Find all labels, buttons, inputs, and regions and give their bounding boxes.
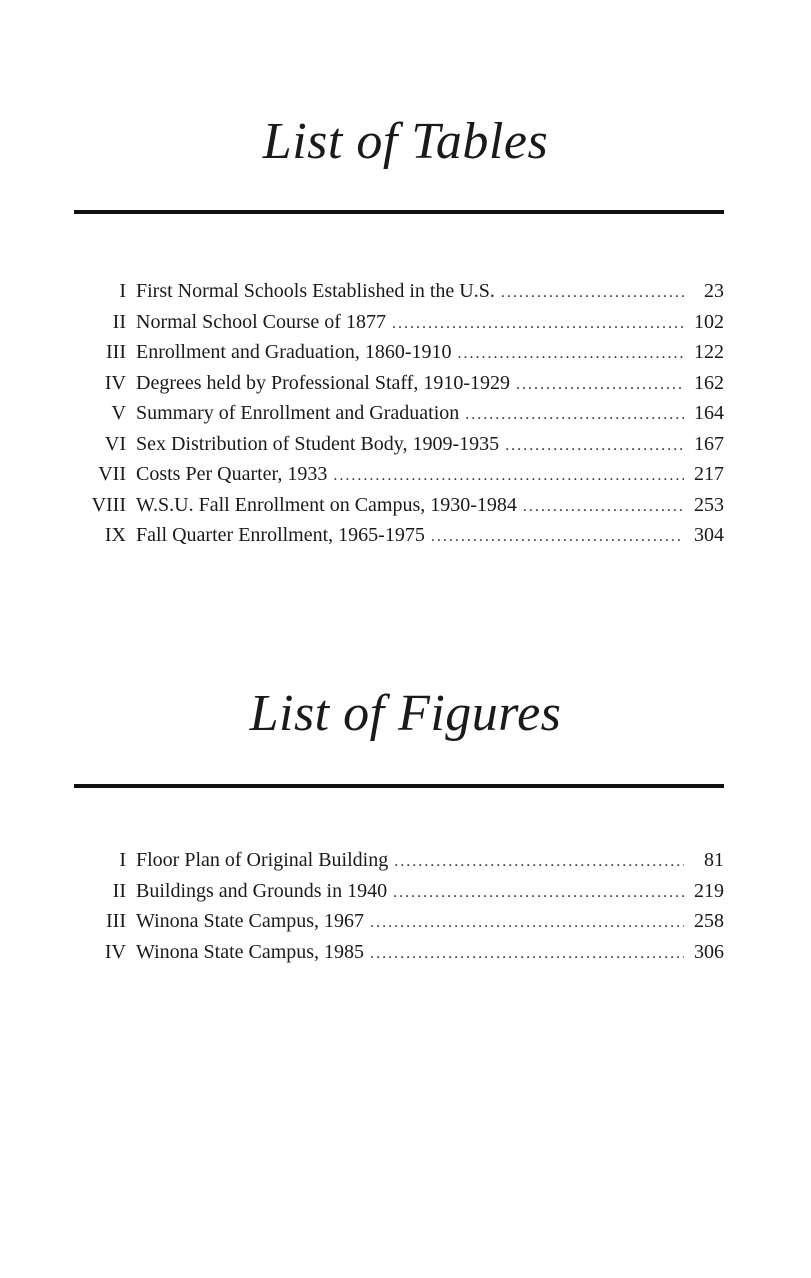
- figure-entry-title: Buildings and Grounds in 1940: [136, 879, 388, 902]
- table-entry-page: 217: [694, 463, 724, 485]
- table-entry-number: III: [106, 341, 126, 363]
- leader-dots: [394, 853, 684, 871]
- figure-entry-page: 306: [694, 940, 724, 963]
- figure-entry: [74, 941, 724, 972]
- figure-entry: [74, 910, 724, 941]
- figures-divider: [74, 784, 724, 788]
- table-entry-title: Enrollment and Graduation, 1860-1910: [136, 341, 452, 363]
- figure-entry: [74, 849, 724, 880]
- table-entry-number: VI: [104, 432, 126, 455]
- table-entry-number: IX: [104, 524, 126, 546]
- table-entry-title: W.S.U. Fall Enrollment on Campus, 1930-1984: [136, 493, 517, 516]
- figure-entry-number: IV: [104, 940, 126, 963]
- list-of-figures-title: List of Figures: [249, 685, 562, 742]
- tables-list: [74, 280, 724, 555]
- table-entry: [74, 524, 724, 555]
- table-entry-page: 304: [694, 524, 724, 546]
- table-entry-title: Costs Per Quarter, 1933: [136, 463, 328, 485]
- table-entry: [74, 341, 724, 372]
- table-entry: [74, 494, 724, 525]
- leader-dots: [393, 884, 684, 902]
- figure-entry-number: II: [112, 879, 126, 902]
- list-of-tables-title: List of Tables: [262, 113, 549, 170]
- leader-dots: [516, 376, 684, 394]
- figure-entry-title: Winona State Campus, 1967: [136, 910, 365, 932]
- figure-entry-page: 81: [704, 849, 724, 871]
- leader-dots: [465, 406, 684, 424]
- figure-entry-page: 219: [694, 879, 724, 902]
- table-entry: [74, 372, 724, 403]
- table-entry: [74, 433, 724, 464]
- table-entry: [74, 402, 724, 433]
- table-entry-page: 162: [694, 371, 724, 394]
- tables-divider: [74, 210, 724, 214]
- table-entry: [74, 463, 724, 494]
- table-entry: [74, 311, 724, 342]
- table-entry-page: 102: [694, 310, 724, 333]
- figure-entry-number: I: [119, 849, 126, 871]
- figure-entry-number: III: [106, 910, 126, 932]
- table-entry-title: Fall Quarter Enrollment, 1965-1975: [136, 524, 425, 546]
- table-entry-number: VIII: [91, 493, 126, 516]
- figures-list: [74, 849, 724, 971]
- leader-dots: [523, 498, 684, 516]
- leader-dots: [505, 437, 684, 455]
- leader-dots: [370, 945, 684, 963]
- figure-entry-page: 258: [694, 910, 724, 932]
- leader-dots: [458, 345, 685, 363]
- figure-entry: [74, 880, 724, 911]
- table-entry-number: IV: [104, 371, 126, 394]
- leader-dots: [392, 315, 684, 333]
- table-entry-title: Sex Distribution of Student Body, 1909-1935: [136, 432, 500, 455]
- table-entry-page: 167: [694, 432, 724, 455]
- leader-dots: [501, 284, 684, 302]
- leader-dots: [370, 914, 684, 932]
- leader-dots: [431, 528, 684, 546]
- leader-dots: [333, 467, 684, 485]
- table-entry-page: 253: [694, 493, 724, 516]
- table-entry-page: 23: [704, 280, 724, 302]
- table-entry-number: VII: [98, 463, 126, 485]
- table-entry-number: II: [112, 310, 126, 333]
- table-entry-title: Degrees held by Professional Staff, 1910-1929: [136, 371, 511, 394]
- table-entry-title: Summary of Enrollment and Graduation: [136, 402, 460, 424]
- table-entry-number: V: [111, 402, 126, 424]
- table-entry-page: 122: [694, 341, 724, 363]
- table-entry-page: 164: [694, 402, 724, 424]
- figure-entry-title: Floor Plan of Original Building: [136, 849, 389, 871]
- table-entry-title: First Normal Schools Established in the U.S.: [136, 280, 495, 302]
- figure-entry-title: Winona State Campus, 1985: [136, 940, 365, 963]
- table-entry-title: Normal School Course of 1877: [136, 310, 386, 333]
- table-entry-number: I: [119, 280, 126, 302]
- table-entry: [74, 280, 724, 311]
